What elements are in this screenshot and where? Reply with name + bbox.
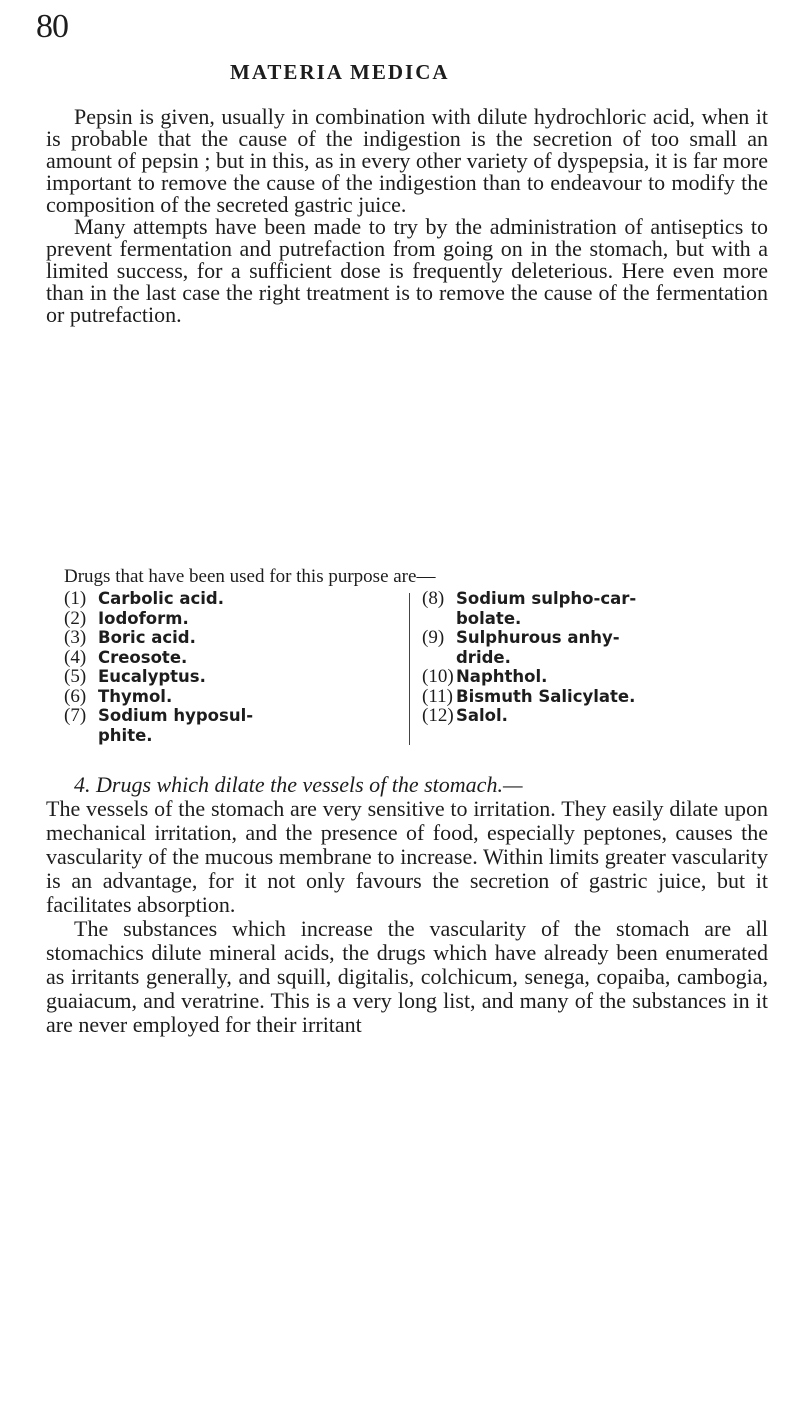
drug-name: Creosote. (98, 647, 188, 667)
drug-item (64, 648, 401, 668)
drug-number: (10) (422, 666, 454, 687)
paragraph-antiseptics: Many attempts have been made to try by the administration of antiseptics to prevent fermentation and putrefaction from going on in the stomach, but with a limited success, for a sufficient dose is frequently deleterious. Here even more than in the last case the right treatment is to remove the cause of the fermentation or putrefaction. (46, 214, 768, 327)
drug-name-continuation: bolate. (456, 608, 522, 628)
drug-name: Iodoform. (98, 608, 189, 628)
drug-number: (3) (64, 627, 87, 648)
section-heading (46, 773, 768, 797)
drug-name: Carbolic acid. (98, 589, 225, 608)
drug-name: Bismuth Salicylate. (456, 686, 636, 706)
drug-name: Sulphurous anhy- (456, 628, 620, 647)
drug-number: (7) (64, 705, 87, 726)
drug-number: (5) (64, 666, 87, 687)
drug-item (422, 706, 762, 726)
running-title: MATERIA MEDICA (230, 60, 450, 84)
drug-item (64, 609, 401, 629)
drug-number: (1) (64, 588, 87, 609)
paragraph-substances: The substances which increase the vascularity of the stomach are all stomachics dilute mineral acids, the drugs which have already been enumerated as irritants generally, and squill, digitalis, colchicum, senega, copaiba, cambogia, guaiacum, and veratrine. This is a very long list, and many of the substances in it are never employed for their irritant (46, 916, 768, 1037)
drug-number: (4) (64, 646, 87, 668)
column-divider (409, 593, 410, 745)
drug-number: (6) (64, 685, 87, 707)
drug-column-right (422, 589, 762, 745)
drug-number: (11) (422, 685, 453, 707)
drug-item (422, 667, 762, 687)
paragraph-pepsin: Pepsin is given, usually in combination with dilute hydrochloric acid, when it is probable that the cause of the indigestion is the secretion of too small an amount of pepsin ; but in this, as in every other variety of dyspepsia, it is far more important to remove the cause of the indigestion than to endeavour to modify the composition of the secreted gastric juice. (46, 104, 768, 217)
drug-number: (9) (422, 627, 445, 648)
paragraph-vessels: The vessels of the stomach are very sensitive to irritation. They easily dilate upon mechanical irritation, and the presence of food, especially peptones, causes the vascularity of the mucous membrane to increase. Within limits greater vascularity is an advantage, for it not only favours the secretion of gastric juice, but it facilitates absorption. (46, 796, 768, 917)
section-dilating-drugs (46, 773, 768, 1037)
drug-number: (2) (64, 607, 87, 629)
drug-list-intro: Drugs that have been used for this purpose are— (64, 566, 436, 587)
drug-name-continuation: dride. (456, 647, 511, 667)
drug-item (64, 687, 401, 707)
drug-list (46, 567, 768, 745)
drug-item (422, 628, 762, 648)
drug-name: Salol. (456, 706, 508, 725)
drug-name: Sodium hyposul- (98, 706, 254, 725)
drug-number: (8) (422, 588, 445, 609)
drug-number: (12) (422, 705, 454, 726)
drug-item (64, 667, 401, 687)
drug-columns (46, 589, 768, 745)
drug-item (422, 589, 762, 609)
drug-name: Sodium sulpho-car- (456, 589, 637, 608)
drug-item (422, 687, 762, 707)
page-number: 80 (36, 8, 68, 45)
drug-name: Thymol. (98, 686, 173, 706)
drug-item (64, 589, 401, 609)
main-text (46, 106, 768, 326)
drug-item (64, 706, 401, 726)
drug-name: Naphthol. (456, 667, 548, 686)
section-heading-text: 4. Drugs which dilate the vessels of the stomach.— (74, 772, 523, 797)
drug-column-left (46, 589, 401, 745)
drug-name: Boric acid. (98, 628, 196, 647)
drug-name: Eucalyptus. (98, 667, 206, 686)
drug-item (64, 628, 401, 648)
drug-name-continuation: phite. (98, 725, 153, 745)
